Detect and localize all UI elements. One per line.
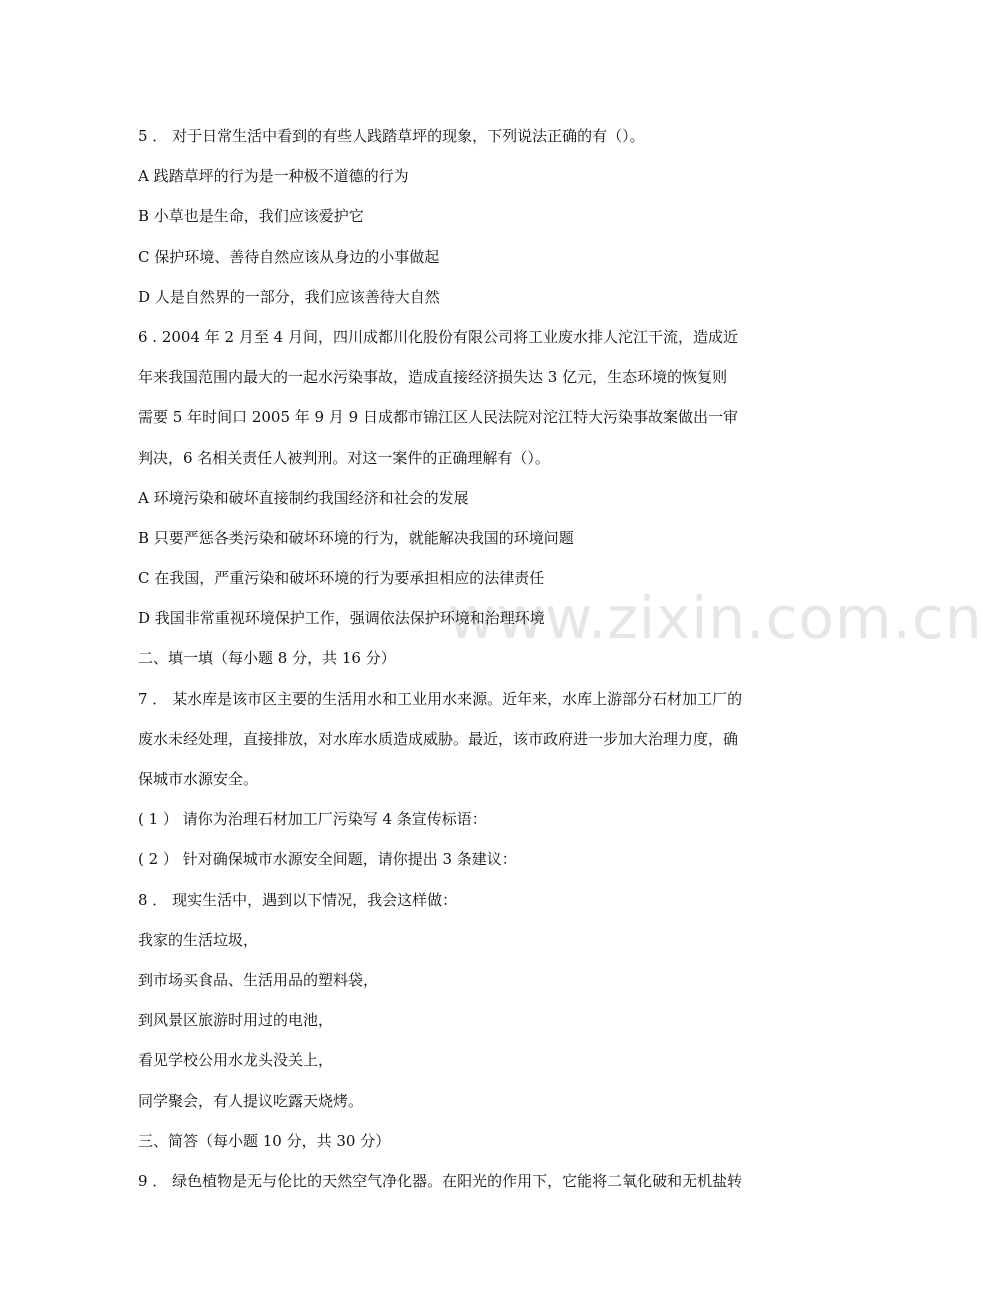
question-6-option-a: A 环境污染和破坏直接制约我国经济和社会的发展 (138, 488, 469, 507)
question-7-stem-line-1: 7 ． 某水库是该市区主要的生活用水和工业用水来源。近年来，水库上游部分石材加工厂的 (138, 689, 743, 708)
question-5-option-d: D 人是自然界的一部分，我们应该善待大自然 (138, 287, 440, 306)
question-6-option-b: B 只要严惩各类污染和破坏环境的行为，就能解决我国的环境问题 (138, 528, 574, 547)
watermark: www.zixin.com.cn (448, 584, 983, 652)
question-8-item-4: 看见学校公用水龙头没关上， (138, 1051, 334, 1070)
question-5-option-a: A 践踏草坪的行为是一种极不道德的行为 (138, 167, 409, 186)
question-5-stem: 5 ． 对于日常生活中看到的有些人践踏草坪的现象，下列说法正确的有（）。 (138, 127, 645, 145)
section-3-heading: 三、简答（每小题 10 分，共 30 分） (138, 1131, 391, 1150)
question-7-part-1: ( 1 ） 请你为治理石材加工厂污染写 4 条宣传标语： (138, 810, 487, 829)
question-8-stem: 8 ． 现实生活中，遇到以下情况，我会这样做： (138, 890, 458, 909)
question-6-option-c: C 在我国，严重污染和破坏环境的行为要承担相应的法律责任 (138, 569, 545, 588)
question-5-option-c: C 保护环境、善待自然应该从身边的小事做起 (138, 247, 440, 266)
question-6-stem-line-4: 判决，6 名相关责任人被判刑。对这一案件的正确理解有（）。 (138, 448, 550, 467)
question-6-stem-line-1: 6 . 2004 年 2 月至 4 月间，四川成都川化股份有限公司将工业废水排人沱江干流，造成近 (138, 327, 738, 346)
question-6-stem-line-3: 需要 5 年时间口 2005 年 9 月 9 日成都市锦江区人民法院对沱江特大污染事故案做出一审 (138, 408, 738, 427)
document-body (138, 116, 788, 1201)
question-8-item-1: 我家的生活垃圾， (138, 930, 259, 949)
question-8-item-3: 到风景区旅游时用过的电池， (138, 1011, 334, 1030)
question-8-item-2: 到市场买食品、生活用品的塑料袋， (138, 970, 379, 989)
question-6-stem-line-2: 年来我国范围内最大的一起水污染事故，造成直接经济损失达 3 亿元，生态环境的恢复则 (138, 368, 728, 387)
question-7-part-2: ( 2 ） 针对确保城市水源安全间题，请你提出 3 条建议： (138, 850, 517, 869)
question-7-stem-line-3: 保城市水源安全。 (138, 770, 259, 788)
section-2-heading: 二、填一填（每小题 8 分，共 16 分） (138, 649, 396, 668)
question-7-stem-line-2: 废水未经处理，直接排放，对水库水质造成威胁。最近，该市政府进一步加大治理力度，确 (138, 729, 739, 748)
question-8-item-5: 同学聚会，有人提议吃露天烧烤。 (138, 1091, 364, 1110)
question-6-option-d: D 我国非常重视环境保护工作，强调依法保护环境和治理环境 (138, 609, 545, 628)
question-5-option-b: B 小草也是生命，我们应该爱护它 (138, 207, 364, 226)
question-9-stem-line-1: 9 ． 绿色植物是无与伦比的天然空气净化器。在阳光的作用下，它能将二氧化破和无机盐转 (138, 1171, 743, 1190)
